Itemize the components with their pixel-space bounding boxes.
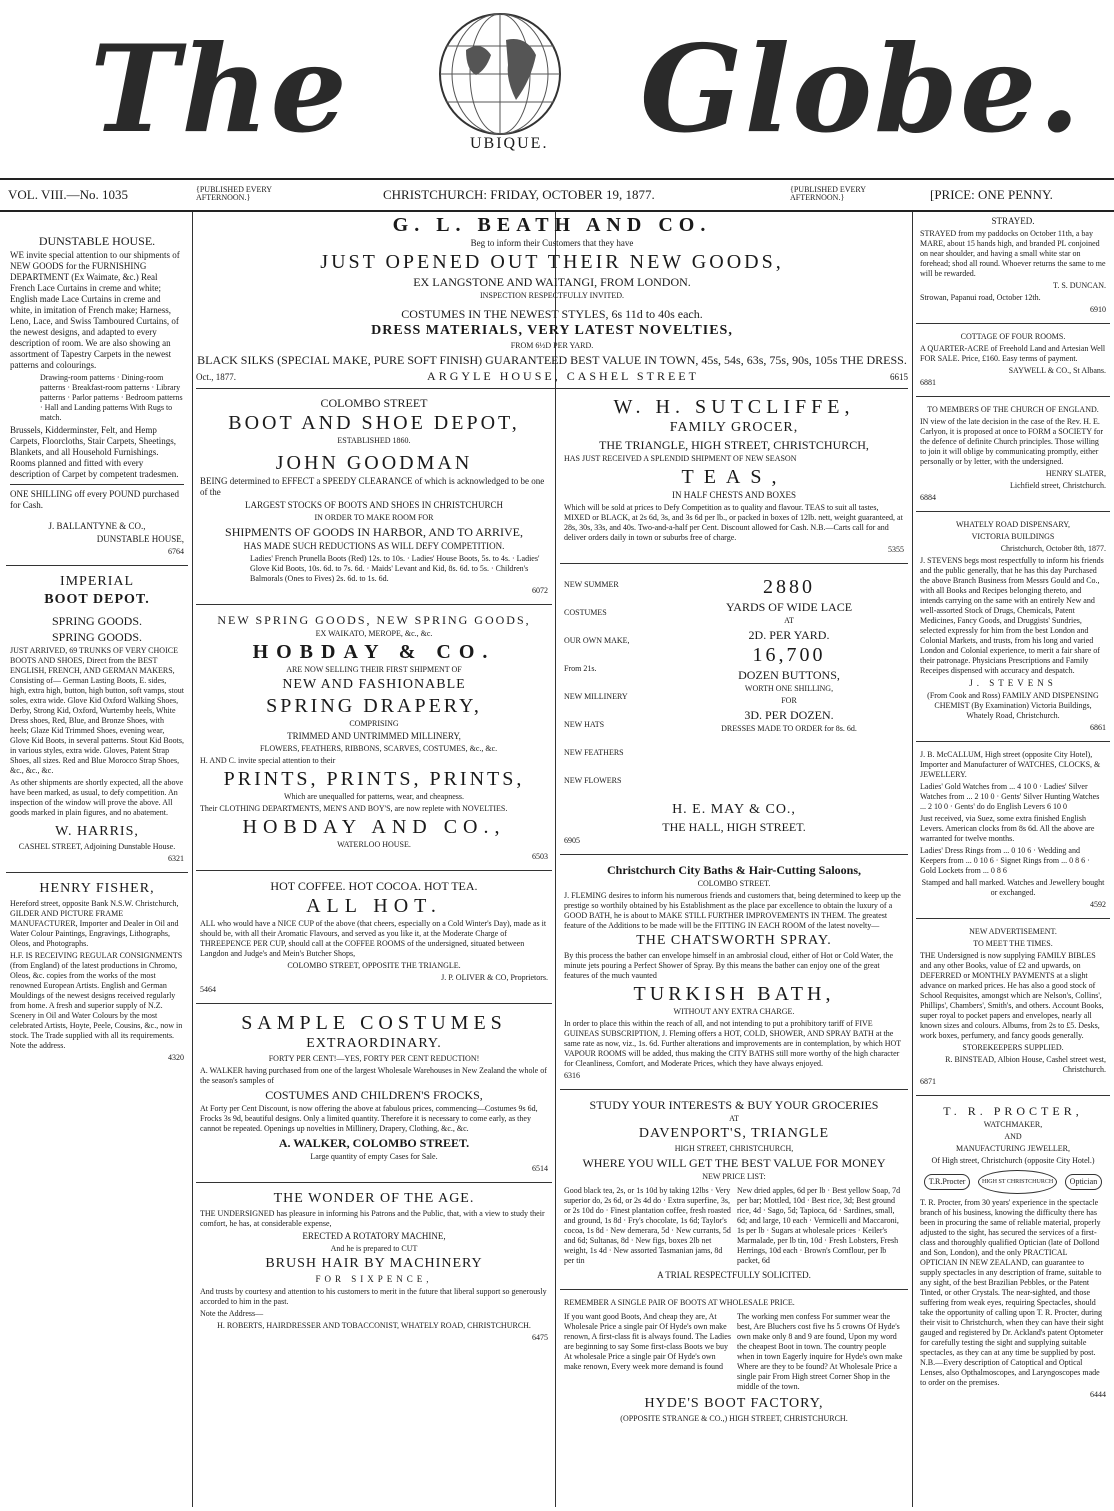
sutcliffe-ad [560,392,908,559]
ad-title: TO MEET THE TIMES. [973,939,1053,948]
list-item: NEW MILLINERY [564,692,628,701]
ad-title: TO MEMBERS OF THE CHURCH OF ENGLAND. [927,405,1099,414]
ad-address: THE TRIANGLE, HIGH STREET, CHRISTCHURCH, [599,438,869,452]
ad-signature: R. BINSTEAD, Albion House, Cashel street west, Christchurch. [945,1055,1106,1074]
ad-body: By this process the bather can envelope himself in an ambrosial cloud, either of Hot or Cold Water, the minute jets pouring a Perfect Shower of Spray. By this means the bather can enjoy one of the great features of the much vaunted [564,951,894,980]
ad-body: At Forty per Cent Discount, is now offering the above at fabulous prices, commencing—Costumes 9s 6d, Frocks 3s 9d, beautiful designs. Only a limited quantity. Therefore it is necessary to come early, as they cannot be repeated. Openings up novelties in Millinery, Drapery, Clothing, &c., &c. [200,1104,538,1133]
ad-title: NEW ADVERTISEMENT. [969,927,1057,936]
ad-body: H.F. IS RECEIVING REGULAR CONSIGNMENTS (from England) of the latest productions in Chromo, Oleos, &c. copies from the works of the most renowned European Artists. English and German Mouldings of the newest designs received regularly from home. A fresh and superior supply of N.Z. Scenery in Oil and Water Colours by the most celebrated Artists, Hoyte, Peele, Cousins, &c., now in stock. The Trade supplied with all its requirements. Note the address. [10,951,183,1050]
list-item: COSTUMES [564,608,607,617]
ad-number: 6764 [168,547,184,556]
ad-number: 5464 [200,985,216,994]
list-item: NEW HATS [564,720,605,729]
mccallum-ad [916,746,1110,914]
ad-body: Just received, via Suez, some extra finished English Levers. American clocks from 8s 6d. All the above are warranted for twelve months. [920,814,1095,843]
ad-body: J. FLEMING desires to inform his numerous friends and customers that, being determined to keep up the prestige so worthily obtained by his Establishment as the place par excellence to obtain the luxury of a GOOD BATH, he is about to MAKE STILL FURTHER IMPROVEMENTS IN THEM. The greatest feature of the Additions to be made will be the FITTING IN EACH ROOM of the latest novelty— [564,891,901,930]
ad-number: 5355 [888,545,904,554]
ad-line: COLOMBO STREET. [697,879,771,888]
ad-body: Hereford street, opposite Bank N.S.W. Christchurch, GILDER AND PICTURE FRAME MANUFACTURER, Importer and Dealer in Oil and Water Colour Paintings, Engravings, Lithographs, Oleos, and Photographs. [10,899,179,948]
ad-signature: T. S. DUNCAN. [1053,281,1106,290]
ad-number: 6321 [168,854,184,863]
column-4 [916,212,1110,1507]
ad-body: THE UNDERSIGNED has pleasure in informing his Patrons and the Public, that, with a view to study their comfort, he has, at considerable expense, [200,1209,545,1228]
column-rule [555,212,556,1507]
ad-body: BEING determined to EFFECT a SPEEDY CLEARANCE of which is acknowledged to be one of the [200,476,545,497]
ad-number: 6910 [1090,305,1106,314]
masthead-title-globe: Globe. [640,19,1083,160]
ad-line: NEW PRICE LIST: [702,1172,766,1181]
ad-line: AT [729,1114,739,1123]
ad-title: T. R. PROCTER, [943,1104,1083,1118]
ad-line: STOREKEEPERS SUPPLIED. [962,1043,1064,1052]
ad-list: FLOWERS, FEATHERS, RIBBONS, SCARVES, COSTUMES, &c., &c. [260,744,498,753]
ad-body: THE Undersigned is now supplying FAMILY BIBLES and any other Books, value of £2 and upwards, on DEFERRED or MONTHLY PAYMENTS at a slight advance on marked prices. He has also a good stock of School Requisites, amongst which are Nelson's, Collins', Phillips', Chambers', Smith's, and others. Account Books, super royal to pocket papers and envelopes, nearly all known sizes and colours. Albums, from 2s to £5. Desks, work boxes, perfumery, and fancy goods generally. [920,951,1104,1040]
ad-line: ERECTED A ROTATORY MACHINE, [302,1231,446,1241]
ad-line: WITHOUT ANY EXTRA CHARGE. [673,1007,795,1016]
may-ad [560,568,908,798]
price-list: Ladies' Dress Rings from ... 0 10 6 · Wedding and Keepers from ... 0 10 6 · Signet Rings from ... 0 8 6 · Gold Lockets from ... 0 8 6 [920,846,1090,875]
ad-address: H. ROBERTS, HAIRDRESSER AND TOBACCONIST, WHATELY ROAD, CHRISTCHURCH. [217,1321,531,1330]
ad-line: ARE NOW SELLING THEIR FIRST SHIPMENT OF [286,665,462,674]
hyde-ad [560,1294,908,1428]
ad-number: 6905 [564,836,580,845]
ad-signature: HYDE'S BOOT FACTORY, [644,1396,824,1411]
ad-title: NEW SPRING GOODS, NEW SPRING GOODS, [217,613,531,627]
ad-address: CASHEL STREET, Adjoining Dunstable House. [18,842,176,851]
buttons-quantity: 16,700 [752,644,826,666]
column-rule [192,212,193,1507]
dispensary-ad [916,516,1110,737]
coffee-ad [196,875,552,999]
ad-list: Drawing-room patterns · Dining-room patterns · Breakfast-room patterns · Library patterns · Parlor patterns · Bedroom patterns · Hall and Landing patterns With Rugs to match. [40,373,183,422]
ad-line: FOR [781,696,797,705]
masthead-title-the: The [90,19,349,160]
ad-line: VICTORIA BUILDINGS [971,532,1055,541]
ad-line: YARDS OF WIDE LACE [725,600,853,614]
ad-number: 6514 [532,1164,548,1173]
ad-title: BOOT DEPOT. [44,592,150,607]
ad-body: IN view of the late decision in the case of the Rev. H. E. Carlyon, it is proposed at once to FORM a SOCIETY for the defence of definite Church principles. Those willing to join it will oblige by communicating promptly, either personally or by letter, with the undersigned. [920,417,1104,466]
list-item: NEW FEATHERS [564,748,624,757]
globe-icon [436,10,564,138]
ad-number: 6861 [1090,723,1106,732]
ad-line: COMPRISING [349,719,399,728]
ad-signature: J. STEVENS [969,678,1057,688]
ad-headline: HOBDAY AND CO., [242,816,506,838]
ad-line: FOR SIXPENCE, [315,1274,433,1284]
ad-line: 3D. PER DOZEN. [744,708,834,722]
ad-line: MANUFACTURING JEWELLER, [955,1144,1071,1153]
ad-list: Ladies' French Prunella Boots (Red) 12s. to 10s. · Ladies' House Boots, 5s. to 4s. · Ladies' Glove Kid Boots, 10s. 6d. to 7s. 6d. · Maids' Levant and Kid, 8s. 6d. to 5s. · Children's Balmorals (Ones to Fives) 2s. 6d. to 1s. 6d. [250,554,540,583]
goodman-ad [196,392,552,600]
ad-line: INSPECTION RESPECTFULLY INVITED. [479,291,624,300]
poem-right: The working men confess For summer wear the best, Are Bluchers cost five hs 5 crowns Of Hyde's own make only 8 and 9 are found, Upon my word the cheapest Boot in town. The country people when in town Eagerly inquire for Hyde's own make Where are they to be found? At Wholesale Price a single pair From High street Corner Shop in the middle of the town. [737,1312,903,1391]
fisher-ad [6,877,188,1067]
ad-title: HOT COFFEE. HOT COCOA. HOT TEA. [270,879,478,893]
ad-line: Stamped and hall marked. Watches and Jewellery bought or exchanged. [921,878,1105,897]
hobday-ad [196,609,552,866]
ad-line: IN ORDER TO MAKE ROOM FOR [314,513,434,522]
cottage-ad [916,328,1110,392]
ad-subtitle: SPRING GOODS. [51,614,143,628]
ad-line: H. AND C. invite special attention to their [200,756,336,765]
ad-signature: HENRY SLATER, [1045,469,1106,478]
ad-body: As other shipments are shortly expected, all the above have been marked, as usual, to defy competition. An inspection of the window will prove the above. All goods marked in plain figures, and no abatement. [10,778,184,817]
ad-line: WORTH ONE SHILLING, [744,684,834,693]
ad-title: THE WONDER OF THE AGE. [273,1191,475,1206]
davenport-ad [560,1094,908,1285]
ad-line: HAS MADE SUCH REDUCTIONS AS WILL DEFY COMPETITION. [243,541,505,551]
ad-number: 6884 [920,493,936,502]
ad-headline: TEAS, [681,466,787,488]
ad-body: A QUARTER-ACRE of Freehold Land and Artesian Well FOR SALE. Price, £160. Easy terms of payment. [920,344,1106,363]
price-list-left: Good black tea, 2s, or 1s 10d by taking 12lbs · Very superior do, 2s 6d, or 2s 4d do · Extra superfine, 3s, or 2s 10d do · Finest plantation coffee, fresh roasted and ground, 1s 8d · Fry's chocolate, 1s 6d; Taylor's cocoa, 1s 8d · New demerara, 5d · New currants, 5d and 6d; Sultanas, 8d · New figs, boxes 2lb net weight, 1s 4d · New assorted Tasmanian jams, 8d per tin [564,1186,731,1265]
ad-address: (OPPOSITE STRANGE & CO.,) HIGH STREET, CHRISTCHURCH. [620,1414,848,1423]
ad-address: COLOMBO STREET, OPPOSITE THE TRIANGLE. [287,961,461,970]
ad-line: 2D. PER YARD. [748,628,830,642]
roberts-ad [196,1187,552,1347]
ad-line: And he is prepared to CUT [330,1244,418,1253]
ad-address: Lichfield street, Christchurch. [1010,481,1106,490]
list-item: NEW SUMMER [564,580,619,589]
ad-headline: JUST OPENED OUT THEIR NEW GOODS, [320,251,784,273]
may-left-list [564,570,674,796]
ad-line: COSTUMES IN THE NEWEST STYLES, 6s 11d to 40s each. [401,307,703,321]
ad-line: AND [1004,1132,1022,1141]
ad-subtitle: SPRING GOODS. [51,630,143,644]
ad-line: Note the Address— [200,1309,264,1318]
ad-address: WATERLOO HOUSE. [337,840,411,849]
dateline [0,178,1114,212]
ad-body: In order to place this within the reach of all, and not intending to put a prohibitory tariff of FIVE GUINEAS SUBSCRIPTION, J. Fleming offers a HOT, COLD, SHOWER, AND SPRAY BATH at the same rate as now, viz., 1s. 6d. Further alterations and improvements are in contemplation, by which HOT VAPOUR ROOMS will be added, thus making the CITY BATHS still more worthy of the high character for Cleanliness, Comfort, and Moderate Prices, which they have always enjoyed. [564,1019,902,1068]
ad-number: 4320 [168,1053,184,1062]
price: [PRICE: ONE PENNY. [930,187,1053,202]
ad-signature: W. HARRIS, [55,824,139,839]
ad-line: DOZEN BUTTONS, [738,668,840,682]
ad-body: T. R. Procter, from 30 years' experience in the spectacle branch of his business, knowing the difficulty there has been in procuring the same of reliable material, properly adjusted to the sight, has secured the services of a first-class and thoroughly qualified Optician (late of Dollond and Son, London), and the only PRACTICAL OPTICIAN IN NEW ZEALAND, can guarantee to supply spectacles in any description of frame, suitable to any sight, of the best Brazilian Pebbles, or the Patent Tinted, or other Crystals. The near-sighted, and those suffering from weak eyes, requiring Spectacles, should take the opportunity of calling upon T. R. Procter, during their visit to Christchurch, when they can have their sight gauged and registered by Dr. Ackland's patent Optometer for carefully testing the sight and supplying suitable spectacles, as they can at any time be supplied by post. N.B.—Every description of Catoptical and Optical Lenses, also Opthalmoscopes, and Laryngoscopes made to order on the premises. [920,1198,1104,1387]
ad-number: 6316 [564,1071,580,1080]
ad-line: FORTY PER CENT!—YES, FORTY PER CENT REDUCTION! [268,1054,480,1063]
column-3 [560,392,908,1507]
ad-date: Christchurch, October 8th, 1877. [1000,544,1106,553]
ad-headline: JOHN GOODMAN [275,452,473,474]
ad-address: (From Cook and Ross) FAMILY AND DISPENSING CHEMIST (By Examination) Victoria Buildings, Whately Road, Christchurch. [927,691,1099,720]
ad-headline: NEW AND FASHIONABLE [282,677,466,692]
ad-line: BLACK SILKS (SPECIAL MAKE, PURE SOFT FINISH) GUARANTEED BEST VALUE IN TOWN, 45s, 54s, 63s, 75s, 90s, 105s THE DRESS. [197,353,907,367]
ad-title: IMPERIAL [59,574,135,589]
ad-headline: TURKISH BATH, [633,983,835,1005]
column-1 [6,212,188,1507]
sign-badge: HIGH ST CHRISTCHURCH [978,1170,1057,1194]
ad-body: WE invite special attention to our shipments of NEW GOODS for the FURNISHING DEPARTMENT (Ex Waimate, &c.) Real French Lace Curtains in creme and white; English made Lace Curtains in creme and white, in imitation of French make; Harness, Leno, Lace, and Swiss Tamboured Curtains, of the newest designs, and adapted to every description of room. We are also showing an assortment of Tapestry Carpets in the newest patterns and colourings. [10,250,180,370]
published-left: {PUBLISHED EVERY AFTERNOON.} [196,185,272,202]
ad-number: 6444 [1090,1390,1106,1399]
beath-ad [196,212,908,388]
ad-title: EXTRAORDINARY. [306,1036,442,1051]
lace-quantity: 2880 [763,576,815,598]
ad-headline: SPRING DRAPERY, [266,695,482,717]
ad-title: Christchurch City Baths & Hair-Cutting Saloons, [606,863,862,877]
ad-line: A TRIAL RESPECTFULLY SOLICITED. [657,1270,811,1280]
ad-headline: PRINTS, PRINTS, PRINTS, [223,768,525,790]
ad-headline: BRUSH HAIR BY MACHINERY [265,1256,483,1271]
divider [196,388,908,389]
ad-line: IN HALF CHESTS AND BOXES [671,490,796,500]
ad-line: LARGEST STOCKS OF BOOTS AND SHOES IN CHRISTCHURCH [245,500,503,510]
ad-address: DUNSTABLE HOUSE, [96,534,184,544]
ad-line: TRIMMED AND UNTRIMMED MILLINERY, [287,731,461,741]
may-footer [560,798,908,850]
ad-line: DRESSES MADE TO ORDER for 8s. 6d. [721,724,857,733]
ad-title: SAMPLE COSTUMES [241,1012,507,1034]
may-right [674,570,904,796]
ad-address: Strowan, Papanui road, October 12th. [920,293,1041,302]
ad-line: ESTABLISHED 1860. [337,436,411,445]
ad-body: HAS JUST RECEIVED A SPLENDID SHIPMENT OF NEW SEASON [564,454,797,463]
walker-ad [196,1008,552,1178]
publication-date: CHRISTCHURCH: FRIDAY, OCTOBER 19, 1877. [383,187,655,202]
ad-address: Of High street, Christchurch (opposite City Hotel.) [931,1156,1095,1165]
strayed-ad [916,212,1110,319]
ad-line: WATCHMAKER, [983,1120,1043,1129]
ad-headline: DAVENPORT'S, TRIANGLE [638,1126,830,1141]
sign-trade: Optician [1065,1174,1103,1190]
list-item: NEW FLOWERS [564,776,622,785]
ad-number: 6881 [920,378,936,387]
binstead-ad [916,923,1110,1091]
ad-number: 4592 [1090,900,1106,909]
ad-address: HIGH STREET, CHRISTCHURCH, [674,1144,794,1153]
ad-headline: ALL HOT. [306,895,442,917]
list-item: OUR OWN MAKE, [564,636,630,645]
ad-body: Their CLOTHING DEPARTMENTS, MEN'S AND BOY'S, are now replete with NOVELTIES. [200,804,508,813]
procter-sign [920,1170,1106,1194]
ad-line: Beg to inform their Customers that they have [470,238,634,248]
ad-headline: THE CHATSWORTH SPRAY. [636,933,832,948]
ad-line: FROM 6½D PER YARD. [510,341,594,350]
masthead [0,0,1114,178]
ad-line: Large quantity of empty Cases for Sale. [310,1152,438,1161]
ad-headline: HOBDAY & CO. [252,641,496,663]
procter-ad [916,1100,1110,1404]
ad-title: COLOMBO STREET [320,396,428,410]
ad-title: STUDY YOUR INTERESTS & BUY YOUR GROCERIES [589,1098,879,1112]
ad-signature: H. E. MAY & CO., [672,802,796,817]
church-ad [916,401,1110,507]
ad-body: Which will be sold at prices to Defy Competition as to quality and flavour. TEAS to suit all tastes, MIXED or BLACK, at 2s 6d, 3s, and 3s 6d per lb., or packed in boxes of 12lb. nett, weight guaranteed, at 28s, 30s, 33s, and 40s. Two-and-a-half per Cent. Discount allowed for Cash. N.B.—Carts call for and deliver orders daily in town or suburbs free of charge. [564,503,903,542]
ad-body: And trusts by courtesy and attention to his customers to merit in the future that liberal support so generously accorded to him in the past. [200,1287,547,1306]
volume-number: VOL. VIII.—No. 1035 [8,187,128,202]
ad-title: COTTAGE OF FOUR ROOMS. [960,332,1066,341]
column-rule [912,212,913,1507]
ad-line: SHIPMENTS OF GOODS IN HARBOR, AND TO ARRIVE, [225,525,523,539]
list-item: From 21s. [564,664,597,673]
ad-line: AT [784,616,794,625]
ad-address: ARGYLE HOUSE, CASHEL STREET [427,369,699,383]
ad-number: 6615 [889,372,908,382]
published-right: {PUBLISHED EVERY AFTERNOON.} [790,185,866,202]
poem-left: If you want good Boots, And cheap they are, At Wholesale Price a single pair Of Hyde's own make renown, A first-class fit is always found. The Ladies are beginning to say Some first-class Boots we buy At wholesale Price a single pair Of Hyde's own make renown, Every week more demand is found [564,1312,731,1371]
ad-title: STRAYED. [991,216,1035,226]
ad-date: Oct., 1877. [196,372,236,382]
ad-headline: COSTUMES AND CHILDREN'S FROCKS, [265,1088,483,1102]
ad-line: EX WAIKATO, MEROPE, &c., &c. [315,629,433,638]
column-2 [196,392,552,1507]
ad-title: BOOT AND SHOE DEPOT, [228,412,520,434]
ad-headline: DRESS MATERIALS, VERY LATEST NOVELTIES, [371,323,733,338]
ad-address: THE HALL, HIGH STREET. [662,820,806,834]
ad-line: Which are unequalled for patterns, wear, and cheapness. [283,792,465,801]
ad-body: J. STEVENS begs most respectfully to inform his friends and the public generally, that he has this day Purchased the above Branch Business from Messrs Gould and Co., with all Books and Recipes belonging thereto, and intends carrying on the same with an entirely New and well-assorted Stock of Drugs, Chemicals, Patent Medicines, Fancy Goods, and Druggists' Sundries, selected expressly for him from the best London and Colonial Markets, and trusts, from his long and varied London and Colonial experience, to merit a fair share of their patronage. Physicians Prescriptions and Family Receipes dispensed with accuracy and despatch. [920,556,1104,675]
ad-body: Brussels, Kidderminster, Felt, and Hemp Carpets, Floorcloths, Stair Carpets, Sheetings, Blankets, and all Household Furnishings. Rooms planned and fitted with every description of Carpet by competent tradesmen. [10,425,179,479]
ad-line: EX LANGSTONE AND WAITANGI, FROM LONDON. [413,275,691,289]
price-list-right: New dried apples, 6d per lb · Best yellow Soap, 7d per bar; Mottled, 10d · Best rice, 3d; Best ground rice, 4d · Sago, 5d; Tapioca, 6d · Sardines, small, 6d; and large, 10 each · Vermicelli and Maccaroni, 1s per lb · Sugars at wholesale prices · Keiler's Marmalade, per lb tin, 10d · Fresh Lobsters, Fresh Herrings, 10d each · Brown's Cornflour, per lb packet, 6d [737,1186,901,1265]
ad-signature: J. P. OLIVER & CO, Proprietors. [441,973,548,982]
ad-body: ALL who would have a NICE CUP of the above (that cheers, especially on a Cold Winter's Day), made as it should be, with all their Aromatic Flavours, and served as you like it, at the Moderate Charge of THREEPENCE PER CUP, should call at the COFFEE ROOMS of the undersigned, situated between Langdon and Judge's and Mein's Butcher Shops, [200,919,547,958]
imperial-ad [6,570,188,868]
ad-title: REMEMBER A SINGLE PAIR OF BOOTS AT WHOLESALE PRICE. [564,1298,795,1307]
masthead-motto: UBIQUE. [470,135,549,152]
ad-title: DUNSTABLE HOUSE. [38,234,156,248]
ad-number: 6503 [532,852,548,861]
ad-body: ONE SHILLING off every POUND purchased for Cash. [10,489,180,510]
baths-ad [560,859,908,1085]
dunstable-ad [6,212,188,561]
ad-body: A. WALKER having purchased from one of the largest Wholesale Warehouses in New Zealand the whole of the season's samples of [200,1066,547,1085]
ad-title: W. H. SUTCLIFFE, [613,396,855,418]
ad-body: STRAYED from my paddocks on October 11th, a bay MARE, about 15 hands high, and branded PL conjoined on near shoulder, and having a small white star on forehead; shod all round. Whoever returns the same to me will be rewarded. [920,229,1106,278]
ad-body: J. B. McCALLUM, High street (opposite City Hotel), Importer and Manufacturer of WATCHES, CLOCKS, & JEWELLERY. [920,750,1101,779]
ad-number: 6072 [532,586,548,595]
ad-title: HENRY FISHER, [39,881,155,896]
ad-number: 6871 [920,1077,936,1086]
sign-name: T.R.Procter [924,1174,971,1190]
ad-title: FAMILY GROCER, [669,420,799,435]
price-list: Ladies' Gold Watches from ... 4 10 0 · Ladies' Silver Watches from ... 2 10 0 · Gents' Silver Hunting Watches ... 2 10 0 · Gents' do do English Levers 6 10 0 [920,782,1100,811]
ad-title: G. L. BEATH AND CO. [392,214,712,236]
ad-line: WHERE YOU WILL GET THE BEST VALUE FOR MONEY [582,1156,886,1170]
ad-signature: J. BALLANTYNE & CO., [48,521,146,531]
ad-signature: SAYWELL & CO., St Albans. [1008,366,1106,375]
ad-signature: A. WALKER, COLOMBO STREET. [278,1136,470,1150]
ad-body: JUST ARRIVED, 69 TRUNKS OF VERY CHOICE BOOTS AND SHOES, Direct from the BEST ENGLISH, FRENCH, AND GERMAN MAKERS, Consisting of— German Lasting Boots, E. sides, high, extra high, button, high button, soft vamps, stout soles, extra wide. Glove Kid Oxford Walking Shoes, Derby, Strong Kid, Oxford, Wurtemby heels, White Dress shoes, Red, Blue, and Bronze Shoes, with heels; Glaze Kid Trimmed Shoes, evening wear, Glove Kid Boots, in several patterns. Stout Kid Boots, in various styles, extra wide. Gloves, Patent Strap Shoes, all sizes. Red and Blue Morocco Strap Shoes, &c., &c., &c. [10,646,184,775]
ad-number: 6475 [532,1333,548,1342]
ad-title: WHATELY ROAD DISPENSARY, [955,520,1071,529]
